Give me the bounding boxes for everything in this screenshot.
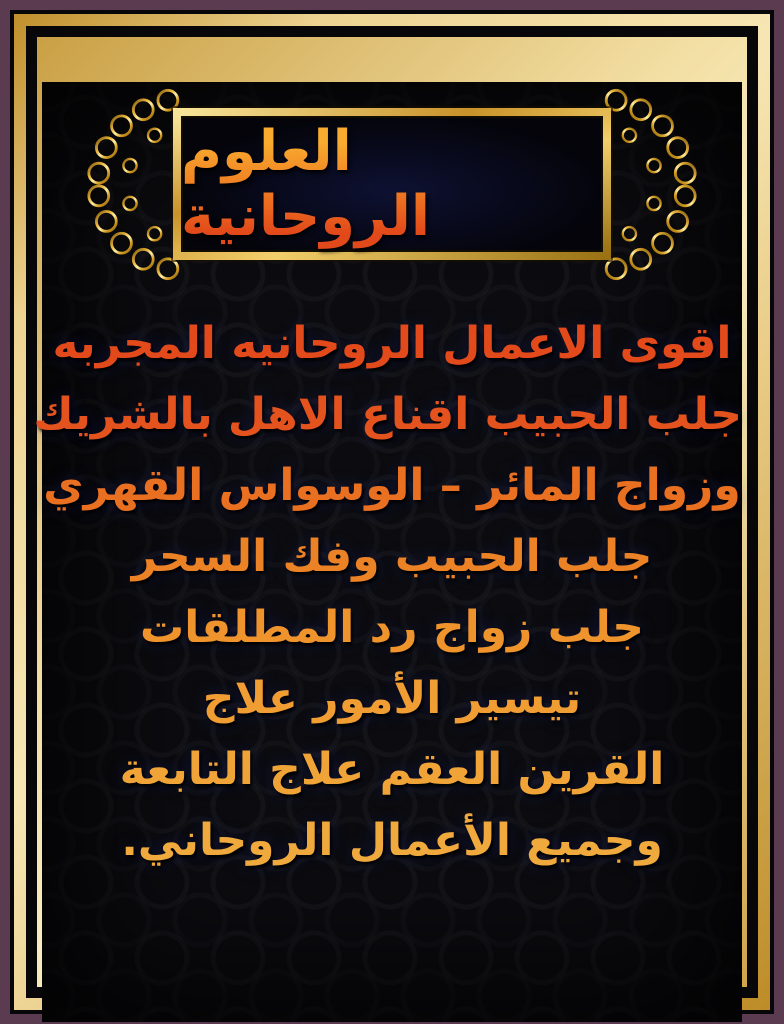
body-line: جلب الحبيب اقناع الاهل بالشريك [33, 389, 742, 440]
body-line: القرين العقم علاج التابعة [119, 744, 665, 795]
body-line: جلب زواج رد المطلقات [140, 602, 644, 653]
body-line: وجميع الأعمال الروحاني. [121, 815, 663, 866]
body-line: اقوى الاعمال الروحانيه المجربه [52, 318, 732, 369]
frame-gold-line [33, 37, 747, 987]
body-line: وزواج المائر – الوسواس القهري [43, 460, 741, 511]
filigree-fan-left-icon [77, 84, 183, 285]
title-banner [42, 82, 742, 286]
filigree-fan-right-icon [601, 84, 707, 285]
frame-gold-band [14, 14, 770, 1010]
body-line: تيسير الأمور علاج [202, 673, 582, 724]
body-line: جلب الحبيب وفك السحر [131, 531, 653, 582]
poster-title: العلوم الروحانية [181, 119, 603, 249]
title-box [173, 108, 611, 260]
frame-inner-black [26, 26, 758, 998]
poster-interior [33, 82, 742, 1022]
frame-thin-black [10, 10, 774, 1014]
body-text [33, 308, 742, 876]
